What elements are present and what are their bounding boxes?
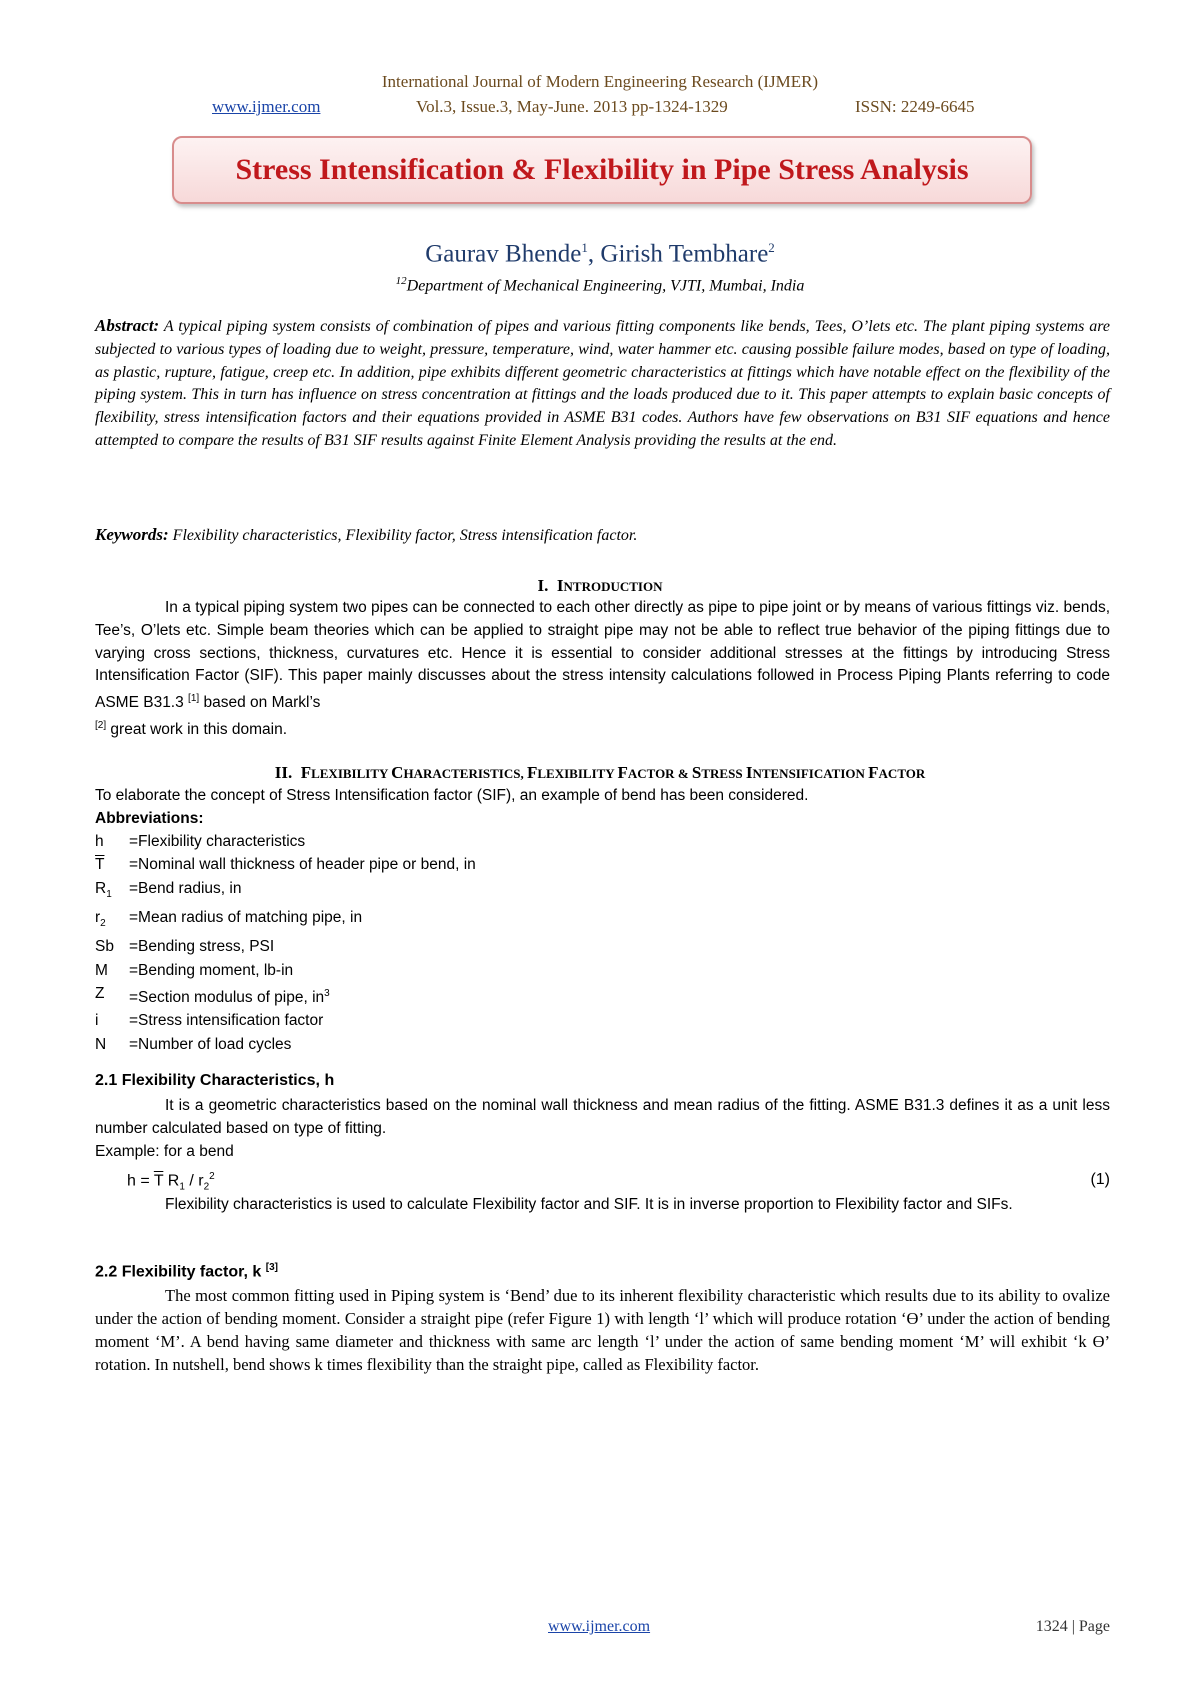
abbrev-row: Sb =Bending stress, PSI bbox=[95, 938, 275, 956]
abstract bbox=[95, 315, 1110, 453]
volume-info: Vol.3, Issue.3, May-June. 2013 pp-1324-1329 bbox=[416, 97, 728, 116]
abbrev-row: Z =Section modulus of pipe, $in^3$ bbox=[95, 984, 330, 1007]
citation-2: [2] bbox=[95, 720, 107, 732]
keywords bbox=[95, 524, 1110, 548]
author-2: Girish Tembhare bbox=[600, 240, 769, 268]
abbrev-row: $r_2$ =Mean radius of matching pipe, in bbox=[95, 908, 363, 930]
citation-3: [3] bbox=[265, 1262, 278, 1273]
affiliation bbox=[0, 275, 1200, 295]
abbrev-row: N =Number of load cycles bbox=[95, 1035, 292, 1053]
abstract-label: Abstract: bbox=[95, 316, 160, 335]
section-2-intro: To elaborate the concept of Stress Intensification factor (SIF), an example of bend has been considered. Abbreviations: bbox=[95, 785, 1110, 831]
issn: ISSN: 2249-6645 bbox=[855, 97, 975, 116]
abstract-text: A typical piping system consists of combination of pipes and various fitting components like bends, Tees, O’lets etc. The plant piping systems are subjected to various types of loading due to weight, pressure, temperature, wind, water hammer etc. causing possible failure modes, based on type of loading, as plastic, rupture, fatigue, creep etc. In addition, pipe exhibits different geometric characteristics at fittings which have notable effect on the flexibility of the piping system. This in turn has influence on stress concentration at fittings and the loads produced due to it. This paper attempts to explain basic concepts of flexibility, stress intensification factors and their equations provided in ASME B31 codes. Authors have few observations on B31 SIF equations and hence attempted to compare the results of B31 SIF results against Finite Element Analysis providing the results at the end. bbox=[95, 318, 1111, 449]
author-1-sup: 1 bbox=[581, 240, 588, 255]
abbreviations-list bbox=[95, 830, 476, 1056]
abbrev-row: M =Bending moment, lb-in bbox=[95, 961, 294, 979]
equation-number: (1) bbox=[1090, 1171, 1110, 1188]
affiliation-sup: 12 bbox=[395, 275, 407, 287]
author-separator: , bbox=[587, 240, 601, 268]
abbrev-row: h =Flexibility characteristics bbox=[95, 833, 306, 850]
authors bbox=[0, 240, 1200, 268]
affiliation-text: Department of Mechanical Engineering, VJTI, Mumbai, India bbox=[406, 277, 805, 295]
author-2-sup: 2 bbox=[768, 240, 775, 255]
paper-title: Stress Intensification & Flexibility in Pipe Stress Analysis bbox=[235, 153, 969, 186]
subsection-2-2-heading: 2.2 Flexibility factor, k [3] bbox=[95, 1262, 278, 1281]
citation-1: [1] bbox=[188, 693, 200, 705]
footer-website-link[interactable]: www.ijmer.com bbox=[548, 1618, 651, 1635]
page-number: 1324 | Page bbox=[1035, 1618, 1110, 1635]
subsection-2-2-text: The most common fitting used in Piping system is ‘Bend’ due to its inherent flexibility characteristic which results due to its ability to ovalize under the action of bending moment. Consider a straight pipe (refer Figure 1) with length ‘l’ which will produce rotation ‘ϴ’ under the action of bending moment ‘M’. A bend having same diameter and thickness with same arc length ‘l’ under the action of same bending moment ‘M’ will exhibit ‘k ϴ’ rotation. In nutshell, bend shows k times flexibility than the straight pipe, called as Flexibility factor. bbox=[95, 1286, 1110, 1374]
header-website-link[interactable]: www.ijmer.com bbox=[212, 97, 321, 116]
keywords-text: Flexibility characteristics, Flexibility factor, Stress intensification factor. bbox=[172, 527, 638, 544]
introduction-paragraph: In a typical piping system two pipes can be connected to each other directly as pipe to pipe joint or by means of various fittings viz. bends, Tee’s, O’lets etc. Simple beam theories which can be applied to straight pipe may not be able to reflect true behavior of the piping fittings due to varying cross sections, thickness, curvatures etc. Hence it is essential to consider additional stresses at the fittings by introducing Stress Intensification Factor (SIF). This paper mainly discusses about the stress intensity calculations followed in Process Piping Plants referring to code ASME B31.3 [1] based on Markl’s [2] great work in this domain. bbox=[95, 599, 1110, 739]
abbrev-row: $\overline{T}$ =Nominal wall thickness of header pipe or bend, in bbox=[95, 856, 476, 874]
subsection-2-1-text: It is a geometric characteristics based on the nominal wall thickness and mean radius of the fitting. ASME B31.3 defines it as a unit less number calculated based on type of fitting. Example: for a bend bbox=[95, 1094, 1110, 1163]
subsection-2-1-text-2: Flexibility characteristics is used to calculate Flexibility factor and SIF. It is in inverse proportion to Flexibility factor and SIFs. bbox=[165, 1196, 1013, 1213]
journal-name: International Journal of Modern Engineering Research (IJMER) bbox=[381, 72, 819, 91]
title-box bbox=[172, 136, 1032, 204]
section-1-heading: I. INTRODUCTION bbox=[537, 576, 663, 595]
author-1: Gaurav Bhende bbox=[425, 240, 582, 268]
keywords-label: Keywords: bbox=[95, 525, 169, 544]
section-2-heading: II. FLEXIBILITY CHARACTERISTICS, FLEXIBILITY FACTOR & STRESS INTENSIFICATION FACTOR bbox=[274, 763, 926, 782]
subsection-2-1-heading: 2.1 Flexibility Characteristics, h bbox=[95, 1072, 335, 1089]
abbrev-row: i =Stress intensification factor bbox=[95, 1012, 324, 1030]
example-label: Example: for a bend bbox=[95, 1143, 234, 1160]
abbreviations-label: Abbreviations: bbox=[95, 809, 204, 827]
equation-1: $h = \overline{T}$ $R_1 / r_2^2$ (1) bbox=[127, 1171, 1110, 1193]
abbrev-row: $R_1$ =Bend radius, in bbox=[95, 879, 242, 900]
